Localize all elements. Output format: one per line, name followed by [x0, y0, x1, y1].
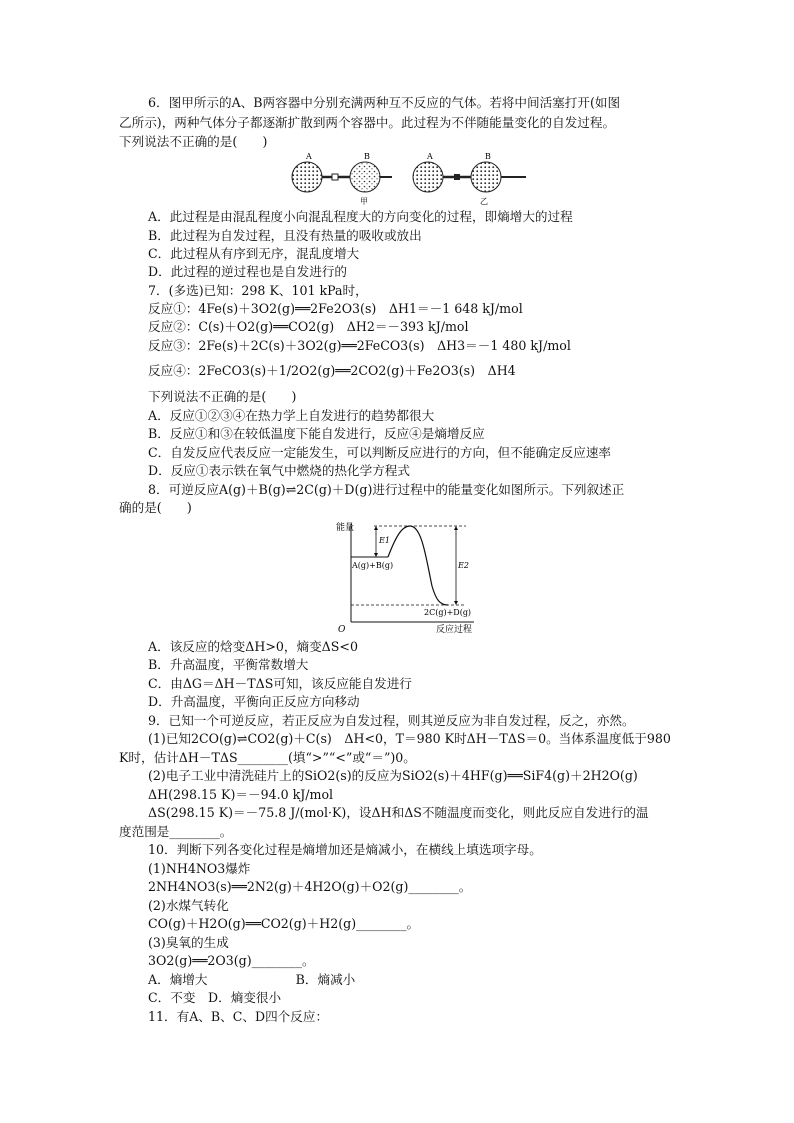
- q7-reaction-1: 反应①：4Fe(s)＋3O2(g)══2Fe2O3(s) ΔH1＝－1 648 kJ/mol: [148, 301, 523, 316]
- q9-part1-line1: (1)已知2CO(g)⇌CO2(g)＋C(s) ΔH<0，T＝980 K时ΔH－TΔS＝0。当体系温度低于980: [148, 731, 671, 746]
- q9-part2-line4: 度范围是________。: [119, 824, 233, 839]
- e1-label: E1: [379, 536, 390, 545]
- valve-closed-icon: [332, 174, 338, 180]
- q6-option-b: B．此过程为自发过程，且没有热量的吸收或放出: [148, 228, 422, 243]
- container-a-jia: [292, 162, 322, 192]
- label-container-a: A: [306, 152, 312, 161]
- q8-line-2: 确的是( ): [119, 500, 192, 515]
- q10-part3-eq: 3O2(g)══2O3(g)________。: [148, 953, 315, 968]
- q9-stem: 9．已知一个可逆反应，若正反应为自发过程，则其逆反应为非自发过程，反之，亦然。: [148, 713, 635, 728]
- container-a-yi: [413, 162, 443, 192]
- containers-figure: [288, 150, 528, 206]
- q7-stem: 7．(多选)已知：298 K、101 kPa时，: [148, 283, 368, 298]
- q8-option-b: B．升高温度，平衡常数增大: [148, 657, 309, 672]
- q6-option-a: A．此过程是由混乱程度小向混乱程度大的方向变化的过程，即熵增大的过程: [148, 209, 573, 224]
- q7-option-a: A．反应①②③④在热力学上自发进行的趋势都很大: [148, 408, 435, 423]
- q9-part1-line2: K时，估计ΔH－TΔS________(填“>”“<”或“＝”)0。: [119, 750, 416, 765]
- q8-option-d: D．升高温度，平衡向正反应方向移动: [148, 694, 360, 709]
- products-label: 2C(g)+D(g): [424, 608, 472, 617]
- q10-options-cd: C．不变 D．熵变很小: [148, 990, 282, 1005]
- label-container-a-2: A: [427, 152, 433, 161]
- q10-part2-title: (2)水煤气转化: [148, 898, 229, 913]
- caption-yi: 乙: [480, 197, 488, 206]
- q6-line-3: 下列说法不正确的是( ): [119, 134, 268, 149]
- q11-stem: 11．有A、B、C、D四个反应：: [148, 1009, 329, 1024]
- q10-part1-title: (1)NH4NO3爆炸: [148, 861, 251, 876]
- q6-option-d: D．此过程的逆过程也是自发进行的: [148, 264, 348, 279]
- label-container-b-2: B: [485, 152, 491, 161]
- q8-option-a: A．该反应的焓变ΔH>0，熵变ΔS<0: [148, 639, 358, 654]
- q6-line-2: 乙所示)，两种气体分子都逐渐扩散到两个容器中。此过程为不伴随能量变化的自发过程。: [119, 115, 616, 130]
- q8-option-c: C．由ΔG＝ΔH－TΔS可知，该反应能自发进行: [148, 676, 412, 691]
- q7-option-c: C．自发反应代表反应一定能发生，可以判断反应进行的方向，但不能确定反应速率: [148, 445, 612, 460]
- origin-label: O: [338, 625, 346, 635]
- q10-part2-eq: CO(g)＋H2O(g)══CO2(g)＋H2(g)________。: [148, 916, 420, 931]
- label-container-b: B: [364, 152, 370, 161]
- q8-line-1: 8．可逆反应A(g)＋B(g)⇌2C(g)＋D(g)进行过程中的能量变化如图所示。下列叙述正: [148, 482, 625, 497]
- q6-option-c: C．此过程从有序到无序，混乱度增大: [148, 246, 360, 261]
- q7-reaction-3: 反应③：2Fe(s)＋2C(s)＋3O2(g)══2FeCO3(s) ΔH3＝－1 480 kJ/mol: [148, 338, 571, 353]
- reactants-label: A(g)+B(g): [352, 561, 394, 570]
- y-axis-label: 能量: [336, 523, 355, 533]
- e2-label: E2: [458, 561, 469, 570]
- q7-question: 下列说法不正确的是( ): [148, 389, 297, 404]
- q7-reaction-2: 反应②：C(s)＋O2(g)══CO2(g) ΔH2＝－393 kJ/mol: [148, 319, 469, 334]
- q9-part2-line3: ΔS(298.15 K)＝－75.8 J/(mol·K)，设ΔH和ΔS不随温度而变化，则此反应自发进行的温: [148, 805, 649, 820]
- energy-diagram: [334, 518, 484, 636]
- q7-option-d: D．反应①表示铁在氧气中燃烧的热化学方程式: [148, 463, 410, 478]
- q10-stem: 10．判断下列各变化过程是熵增加还是熵减小，在横线上填选项字母。: [148, 842, 542, 857]
- q10-part3-title: (3)臭氧的生成: [148, 935, 229, 950]
- caption-jia: 甲: [360, 197, 368, 206]
- energy-curve: [388, 526, 448, 605]
- container-b-jia: [350, 162, 380, 192]
- q9-part2-line1: (2)电子工业中清洗硅片上的SiO2(s)的反应为SiO2(s)＋4HF(g)══SiF4(g)＋2H2O(g): [148, 768, 638, 783]
- q10-options-ab: A．熵增大 B．熵减小: [148, 972, 356, 987]
- q6-line-1: 6．图甲所示的A、B两容器中分别充满两种互不反应的气体。若将中间活塞打开(如图: [148, 95, 621, 110]
- x-axis-label: 反应过程: [436, 625, 473, 635]
- q7-reaction-4: 反应④：2FeCO3(s)＋1/2O2(g)══2CO2(g)＋Fe2O3(s) ΔH4: [148, 363, 516, 378]
- q7-option-b: B．反应①和③在较低温度下能自发进行，反应④是熵增反应: [148, 426, 485, 441]
- q9-part2-line2: ΔH(298.15 K)＝－94.0 kJ/mol: [148, 787, 334, 802]
- q10-part1-eq: 2NH4NO3(s)══2N2(g)＋4H2O(g)＋O2(g)________。: [148, 879, 472, 894]
- valve-open-icon: [454, 174, 460, 180]
- container-b-yi: [471, 162, 501, 192]
